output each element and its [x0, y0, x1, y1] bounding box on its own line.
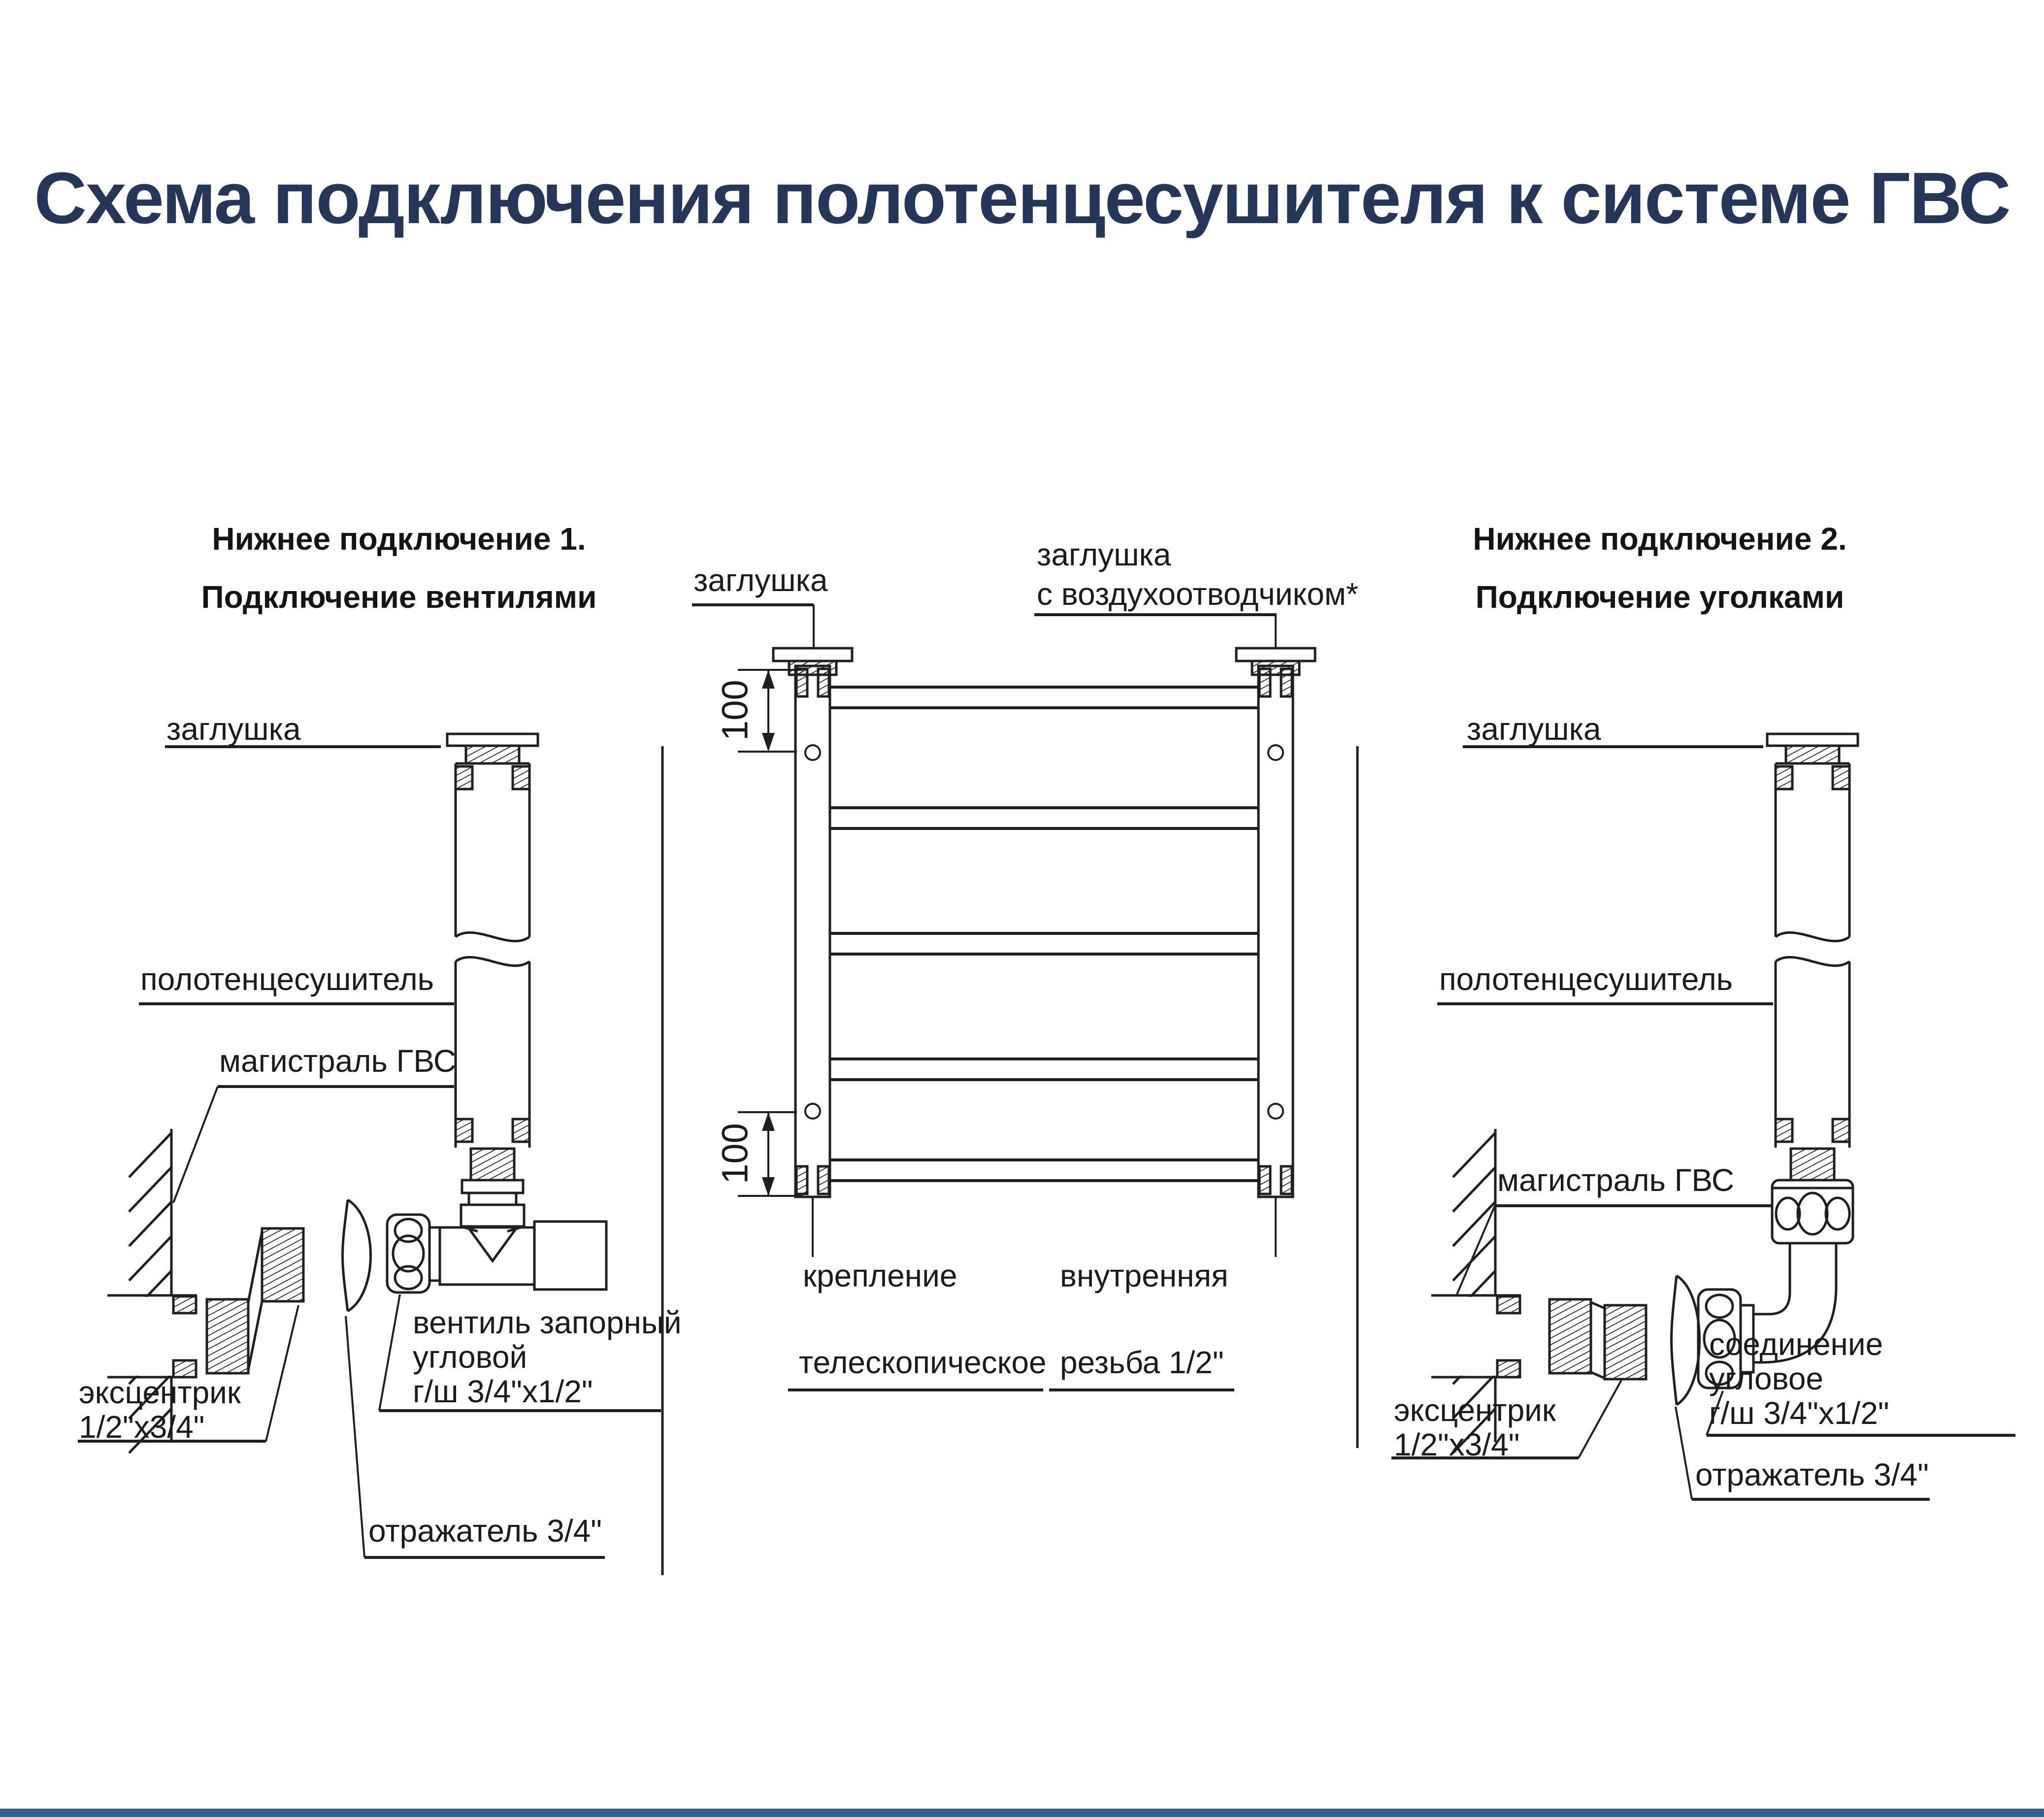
- right-reflector-label: отражатель 3/4": [1695, 1457, 1929, 1492]
- left-section-heading-1: Нижнее подключение 1.: [212, 521, 586, 557]
- left-supply-label: магистраль ГВС: [219, 1043, 457, 1079]
- right-section-heading-1: Нижнее подключение 2.: [1473, 521, 1847, 557]
- center-thread-label-2: резьба 1/2": [1060, 1345, 1224, 1380]
- left-reflector-dome: [343, 1200, 371, 1311]
- left-valve-label: вентиль запорный угловой г/ш 3/4"х1/2": [413, 1305, 682, 1409]
- left-reflector-label: отражатель 3/4": [368, 1513, 602, 1549]
- right-supply-label: магистраль ГВС: [1497, 1162, 1735, 1198]
- left-angle-valve: [387, 1149, 606, 1292]
- center-cap-left-label: заглушка: [693, 562, 828, 598]
- right-towel-rail-label: полотенцесушитель: [1439, 961, 1733, 997]
- center-mount-label-2: телескопическое: [799, 1345, 1047, 1380]
- dimension-bottom-value: 100: [714, 1123, 756, 1184]
- right-section-heading-2: Подключение уголками: [1475, 579, 1845, 615]
- left-eccentric-adapter: [207, 1228, 303, 1373]
- center-thread-label-1: внутренняя: [1060, 1258, 1228, 1293]
- page-title: Схема подключения полотенцесушителя к системе ГВС: [34, 158, 2010, 239]
- right-reflector-dome: [1672, 1276, 1700, 1405]
- left-eccentric-label: эксцентрик 1/2"х3/4": [79, 1375, 241, 1445]
- right-eccentric-adapter: [1549, 1299, 1646, 1379]
- right-riser-pipe: [1767, 734, 1858, 1148]
- dimension-top-value: 100: [714, 680, 756, 741]
- left-cap-label: заглушка: [166, 711, 301, 747]
- left-riser-pipe: [447, 734, 538, 1148]
- footer-accent-bar: [0, 1809, 2044, 1817]
- left-section-heading-2: Подключение вентилями: [201, 579, 597, 615]
- rail-rungs: [830, 687, 1258, 1181]
- center-mount-label-1: крепление: [803, 1258, 957, 1293]
- right-cap-label: заглушка: [1467, 711, 1601, 747]
- right-elbow-label: соединение угловое г/ш 3/4"х1/2": [1709, 1326, 1889, 1431]
- left-towel-rail-label: полотенцесушитель: [140, 961, 434, 997]
- center-cap-right-label: заглушка с воздухоотводчиком*: [1037, 537, 1358, 612]
- right-eccentric-label: эксцентрик 1/2"х3/4": [1394, 1392, 1556, 1462]
- right-connection-drawing: [1391, 734, 2015, 1499]
